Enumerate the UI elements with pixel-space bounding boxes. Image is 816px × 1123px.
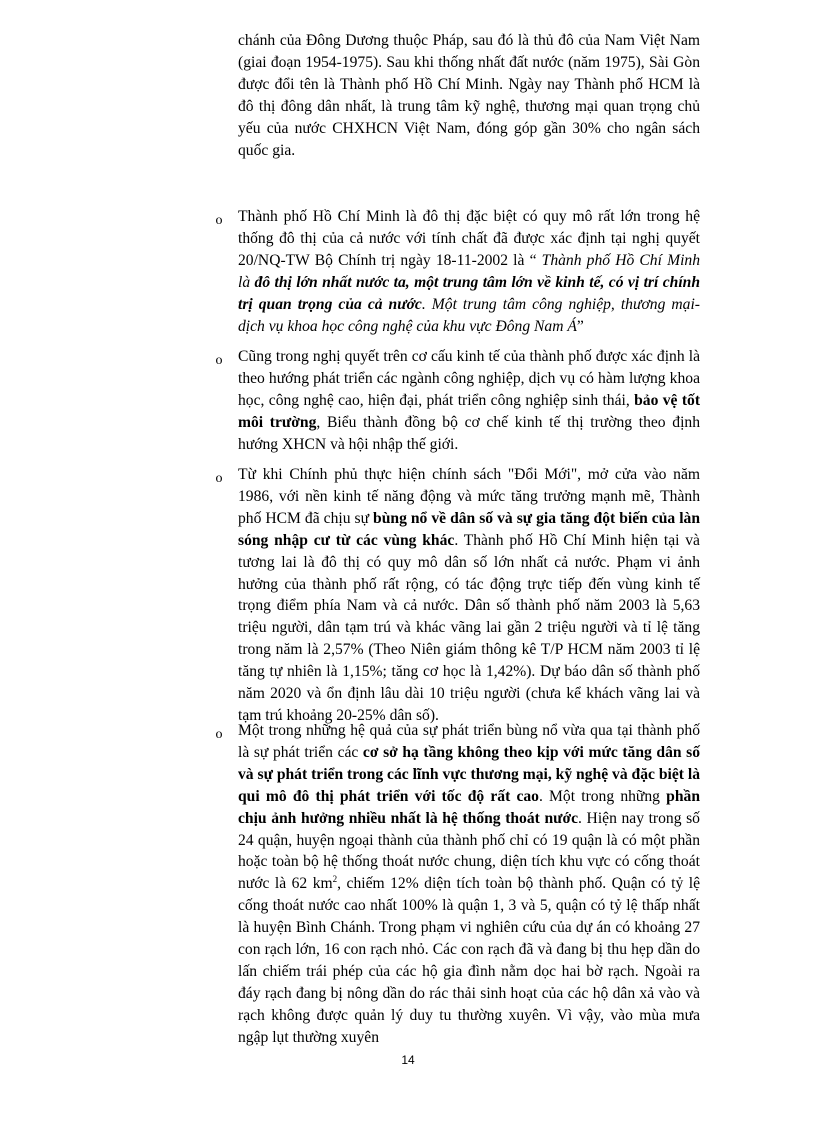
bullet-icon	[212, 354, 226, 368]
text-run: ”	[576, 317, 584, 335]
bold-run: bùng nổ về dân số và sự gia tăng đột biến của làn sóng nhập cư từ các vùng khác	[238, 509, 700, 549]
bold-italic-run: đô thị lớn nhất nước ta, một trung tâm lớn về kinh tế, có vị trí chính trị quan trọng của cả nước	[238, 273, 700, 313]
paragraph-special-urban-status	[238, 206, 700, 337]
text-run: Từ khi Chính phủ thực hiện chính sách "Đổi Mới", mở cửa vào năm 1986, với nền kinh tế năng động và mức tăng trưởng mạnh mẽ, Thành phố HCM đã chịu sự	[238, 466, 700, 527]
text-run: , Biểu thành đồng bộ cơ chế kinh tế thị trường theo định hướng XHCN và hội nhập thế giới.	[238, 413, 700, 453]
text-run: , chiếm 12% diện tích toàn bộ thành phố. Quận có tỷ lệ cống thoát nước cao nhất 100% là quận 1, 3 và 5, quận có tỷ lệ thấp nhất là huyện Bình Chánh. Trong phạm vi nghiên cứu của dự án có khoảng 27 con rạch lớn, 16 con rạch nhỏ. Các con rạch đã và đang bị thu hẹp dần do lấn chiếm trái phép của các hộ gia đình nằm dọc hai bờ rạch. Ngoài ra đáy rạch đang bị nông dần do rác thải sinh hoạt của các hộ dân xả vào và rạch không được quản lý duy tu thường xuyên. Vì vậy, vào mùa mưa ngập lụt thường xuyên	[238, 875, 700, 1046]
italic-run: Thành phố Hồ Chí Minh là	[238, 251, 700, 291]
bold-run: phần chịu ảnh hưởng nhiều nhất là hệ thống thoát nước	[238, 787, 700, 827]
paragraph-intro-continued	[238, 30, 700, 161]
text-run: Thành phố Hồ Chí Minh là đô thị đặc biệt có quy mô rất lớn trong hệ thống đô thị của cả nước với tính chất đã được xác định tại nghị quyết 20/NQ-TW Bộ Chính trị ngày 18-11-2002 là “	[238, 208, 700, 269]
bullet-icon	[212, 728, 226, 742]
text-run: Một trong những hệ quả của sự phát triển bùng nổ vừa qua tại thành phố là sự phát triển các	[238, 722, 700, 761]
bullet-icon	[212, 472, 226, 486]
bullet-icon	[212, 214, 226, 228]
text-run: . Một trong những	[538, 787, 667, 805]
paragraph-economic-structure	[238, 346, 700, 456]
paragraph-infrastructure-drainage	[238, 720, 700, 1049]
superscript: 2	[332, 874, 338, 885]
text-run: Cũng trong nghị quyết trên cơ cấu kinh tế của thành phố được xác định là theo hướng phát triển các ngành công nghiệp, dịch vụ có hàm lượng khoa học, công nghệ cao, hiện đại, phát triển công nghiệp sinh thái,	[238, 348, 700, 409]
text-run: . Thành phố Hồ Chí Minh hiện tại và tương lai là đô thị có quy mô dân số lớn nhất cả nước. Phạm vi ảnh hưởng của thành phố rất rộng, có tác động trực tiếp đến vùng kinh tế trọng điểm phía Nam và cả nước. Dân số thành phố năm 2003 là 5,63 triệu người, dân tạm trú và khác vãng lai gần 2 triệu người và tỉ lệ tăng trong năm là 2,57% (Theo Niên giám thông kê T/P HCM năm 2003 tỉ lệ tăng tự nhiên là 1,15%; tăng cơ học là 1,42%). Dự báo dân số thành phố năm 2020 và ổn định lâu dài 10 triệu người (chưa kể khách vãng lai và tạm trú khoảng 20-25% dân số).	[238, 531, 700, 724]
paragraph-population-growth	[238, 464, 700, 727]
text-run: . Hiện nay trong số 24 quận, huyện ngoại thành của thành phố chỉ có 19 quận là có một phần hoặc toàn bộ hệ thống thoát nước chung, diện tích khu vực có cống thoát nước là 62 km	[238, 809, 700, 893]
italic-run: . Một trung tâm công nghiệp, thương mại-dịch vụ khoa học công nghệ của khu vực Đông Nam Á	[238, 295, 700, 335]
bold-run: cơ sở hạ tầng không theo kịp với mức tăng dân số và sự phát triển trong các lĩnh vực thương mại, kỹ nghệ và đặc biệt là qui mô đô thị phát triển với tốc độ rất cao	[238, 743, 700, 805]
page-number: 14	[401, 1053, 415, 1067]
text-run: chánh của Đông Dương thuộc Pháp, sau đó là thủ đô của Nam Việt Nam (giai đoạn 1954-1975). Sau khi thống nhất đất nước (năm 1975), Sài Gòn được đổi tên là Thành phố Hồ Chí Minh. Ngày nay Thành phố HCM là đô thị đông dân nhất, là trung tâm kỹ nghệ, thương mại quan trọng chủ yếu của nước CHXHCN Việt Nam, đóng góp gần 30% cho ngân sách quốc gia.	[238, 32, 700, 159]
bold-run: bảo vệ tốt môi trường	[238, 391, 701, 431]
